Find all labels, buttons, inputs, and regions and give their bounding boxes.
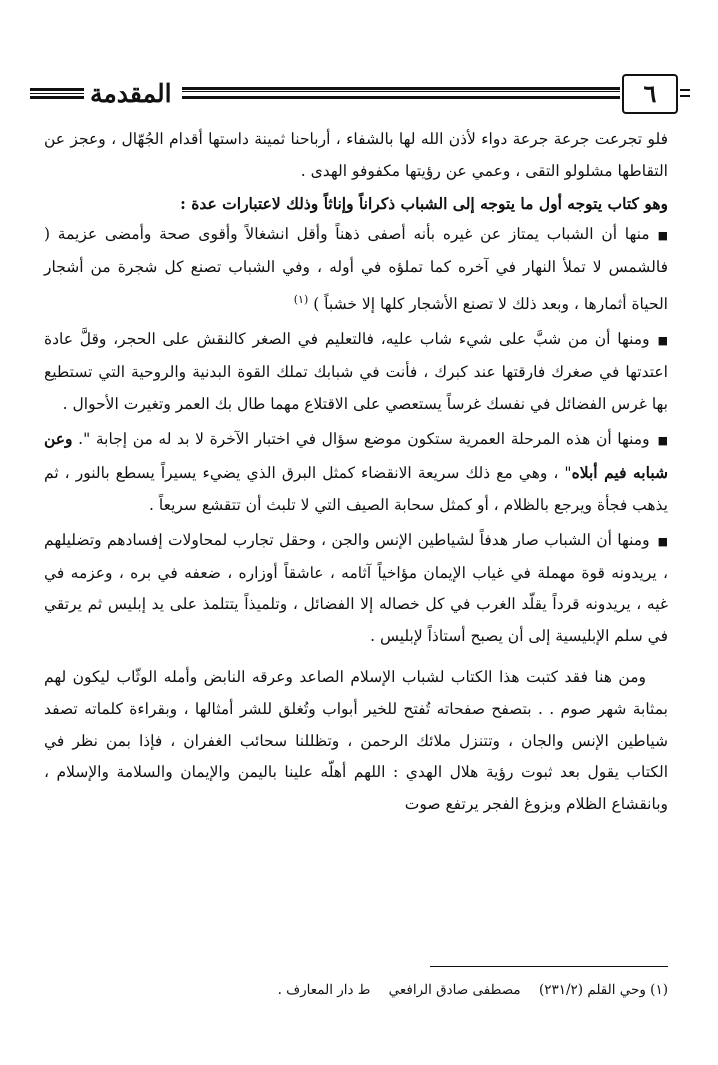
header-right-ornament [680, 89, 690, 97]
list-item-text: ومنها أن هذه المرحلة العمرية ستكون موضع سؤال في اختبار الآخرة لا بد له من إجابة ". [72, 430, 650, 449]
bullet-square-icon: ■ [657, 534, 668, 548]
bullet-square-icon: ■ [657, 333, 668, 347]
bullet-square-icon: ■ [657, 434, 668, 448]
paragraph-closing: ومن هنا فقد كتبت هذا الكتاب لشباب الإسلام الصاعد وعرقه النابض وأمله الوثّاب ليكون لهم بمثابة شهر صوم . . بتصفح صفحاته تُفتح للخير أبواب وتُغلق للشر أمثالها ، وبقراءة كلماته تصفد شياطين الإنس والجان ، وتتنزل ملائك الرحمن ، وتظللنا سحائب الغفران ، فإذا بمن نظر في الكتاب يقول بعد ثبوت رؤية هلال الهدي : اللهم أهلّه علينا باليمن والإيمان والسلامة والإسلام ، وبانقشاع الظلام وبزوغ الفجر يرتفع صوت [44, 667, 668, 814]
header-left-ornament [30, 88, 84, 99]
list-item-text: ومنها أن الشباب صار هدفاً لشياطين الإنس والجن ، وحقل تجارب لمحاولات إفسادهم وتضليلهم ، يريدونه قوة مهملة في غياب الإيمان مؤاخياً آثامه ، عاشقاً أوزاره ، ضعفه في بره ، وعزمه في غيه ، يريدونه قرداً يقلّد الغرب في كل خصاله إلا الفضائل ، وتلميذاً يتتلمذ على يد إبليس ثم يرتقي في سلم الإبليسية إلى أن يصبح أستاذاً لإبليس . [44, 530, 668, 646]
footnote-reference: (١) [293, 292, 309, 306]
list-item-text: ومنها أن من شبَّ على شيء شاب عليه، فالتعليم في الصغر كالنقش على الحجر، وقلَّ عادة اعتدتها في صغرك فارقتها عند كبرك ، فأنت في شبابك تملك القوة البدنية والروحية التي تستطيع بها غرس الفضائل في نفسك غرساً يستعصي على الاقتلاع مهما طال بك العمر وتغيرت الأحوال . [44, 329, 668, 413]
page-number: ٦ [622, 74, 678, 114]
header-rule [182, 87, 620, 99]
list-item [44, 423, 668, 521]
footnote-citation: (١) وحي القلم (٢٣١/٢) [538, 982, 668, 998]
page-header [30, 74, 690, 118]
list-item-text-cont: " ، وهي مع ذلك سريعة الانقضاء كمثل البرق الذي يضيء يسيراً يسطع بالنور ، ثم يذهب فجأة ويرجع بالظلام ، أو كمثل سحابة الصيف التي لا تلبث أن تتقشع سريعاً . [44, 464, 668, 514]
list-item [44, 324, 668, 420]
paragraph-reasons-heading: وهو كتاب يتوجه أول ما يتوجه إلى الشباب ذكراناً وإناثاً وذلك لاعتبارات عدة : [180, 193, 668, 213]
hadith-quote: وعن شبابه فيم أبلاه [44, 429, 668, 483]
body-text [44, 124, 668, 821]
footnote [200, 978, 668, 1002]
footnote-separator [430, 966, 668, 967]
paragraph-intro: فلو تجرعت جرعة جرعة دواء لأذن الله لها بالشفاء ، أرباحنا ثمينة داستها أقدام الجُهّال ، وعجز عن التقاطها مشلولو التقى ، وعمي عن رؤيتها مكفوفو الهدى . [44, 130, 668, 180]
footnote-publisher: ط دار المعارف . [277, 982, 371, 998]
chapter-title: المقدمة [90, 79, 172, 108]
list-item [44, 219, 668, 321]
list-item-text: منها أن الشباب يمتاز عن غيره بأنه أصفى ذهناً وأقل انشغالاً وأقوى صحة وأمضى عزيمة ( فالشمس لا تملأ النهار في آخره كما تملؤه في أوله ، وفي الشباب تصنع كل شجرة من أشجار الحياة أثمارها ، وبعد ذلك لا تصنع الأشجار كلها إلا خشباً ) [44, 225, 668, 314]
list-item [44, 525, 668, 653]
bullet-square-icon: ■ [657, 229, 668, 243]
footnote-author: مصطفى صادق الرافعي [388, 982, 521, 998]
